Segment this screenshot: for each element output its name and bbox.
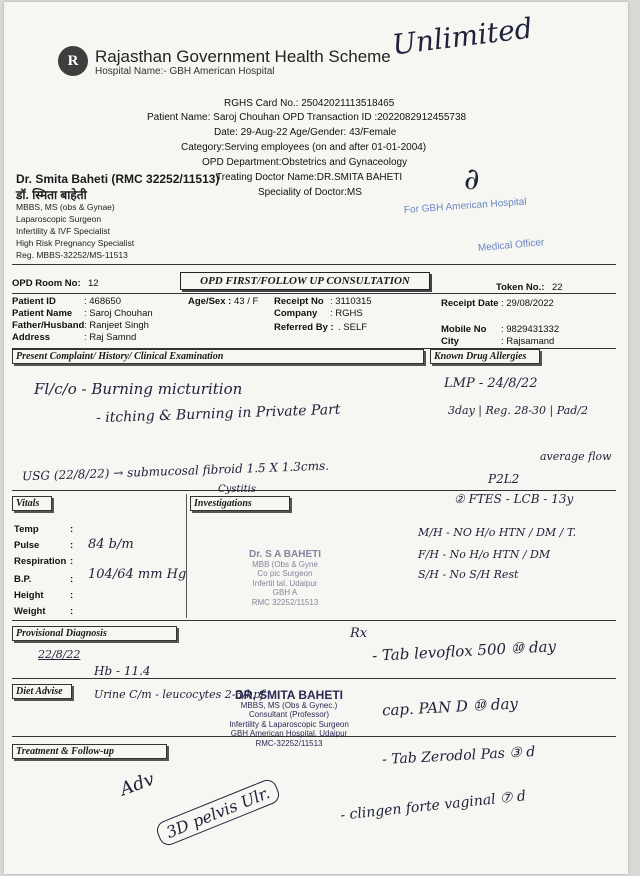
investigations-section-title: Investigations <box>190 496 290 511</box>
handwritten-unlimited: Unlimited <box>390 11 535 62</box>
age-sex-value: 43 / F <box>234 296 259 307</box>
patient-name-value: : Saroj Chouhan <box>84 308 153 319</box>
handwritten-pulse: 84 b/m <box>88 537 134 552</box>
father-husband-label: Father/Husband <box>12 320 85 331</box>
mobile-value: : 9829431332 <box>501 324 560 335</box>
handwritten-medicine: - Tab Zerodol Pas ③ d <box>381 743 536 769</box>
faint-doctor-stamp: Dr. S A BAHETI MBB (Obs & Gyne Co pic Surgeon Infertil tal, Udaipur GBH A RMC 32252/11513 <box>248 549 322 607</box>
qualification-line: MBBS, MS (obs & Gynae) <box>16 202 115 212</box>
date-age-gender: Date: 29-Aug-22 Age/Gender: 43/Female <box>214 127 397 138</box>
father-husband-value: : Ranjeet Singh <box>84 320 149 331</box>
vital-colon: : <box>70 556 74 567</box>
handwritten-cystitis: Cystitis <box>218 484 256 495</box>
complaint-section-title: Present Complaint/ History/ Clinical Examination <box>12 349 424 364</box>
hospital-name: Hospital Name:- GBH American Hospital <box>95 66 275 77</box>
company-label: Company <box>274 308 318 319</box>
handwritten-urine: Urine C/m - leucocytes 2-3/hpf <box>94 688 265 701</box>
handwritten-medicine: cap. PAN D ⑩ day <box>381 694 519 720</box>
handwritten-history: F/H - No H/o HTN / DM <box>418 548 551 561</box>
company-value: : RGHS <box>330 308 363 319</box>
rghs-card-no: RGHS Card No.: 25042021113518465 <box>224 98 395 109</box>
address-label: Address <box>12 332 51 343</box>
handwritten-cycle: average flow <box>540 450 612 463</box>
referred-by-value: . SELF <box>338 322 368 333</box>
handwritten-history: M/H - NO H/o HTN / DM / T. <box>418 526 577 539</box>
receipt-date-label: Receipt Date <box>441 298 499 309</box>
handwritten-complaint: Fl/c/o - Burning micturition <box>34 380 243 398</box>
city-label: City <box>441 336 459 347</box>
vitals-section-title: Vitals <box>12 496 52 511</box>
qualification-line: Infertility & IVF Specialist <box>16 226 111 236</box>
referred-by-label: Referred By : <box>274 322 334 333</box>
vital-label-respiration: Respiration <box>14 556 67 567</box>
doctor-speciality: Speciality of Doctor:MS <box>258 187 362 198</box>
hospital-stamp-line: For GBH American Hospital <box>403 196 527 216</box>
allergies-section-title: Known Drug Allergies <box>430 349 540 364</box>
rghs-logo: R <box>58 46 88 76</box>
qualification-line: High Risk Pregnancy Specialist <box>16 238 135 248</box>
age-sex-label: Age/Sex : <box>188 296 232 307</box>
opd-department: OPD Department:Obstetrics and Gynaceology <box>202 157 408 168</box>
vital-colon: : <box>70 590 74 601</box>
handwritten-diagnosis-date: 22/8/22 <box>38 648 81 661</box>
opd-row-divider <box>12 293 616 294</box>
vital-colon: : <box>70 574 74 585</box>
handwritten-bp: 104/64 mm Hg <box>88 567 187 582</box>
handwritten-hb: Hb - 11.4 <box>94 664 151 678</box>
vital-label-bp: B.P. <box>14 574 32 585</box>
doctor-name-hindi: डॉ. स्मिता बाहेती <box>16 188 87 202</box>
treating-doctor: Treating Doctor Name:DR.SMITA BAHETI <box>216 172 403 183</box>
provisional-diagnosis-title: Provisional Diagnosis <box>12 626 177 641</box>
patient-name-label: Patient Name <box>12 308 73 319</box>
handwritten-usg: USG (22/8/22) → submucosal fibroid 1.5 X 1.3cms. <box>21 458 330 484</box>
consultation-title: OPD FIRST/FOLLOW UP CONSULTATION <box>180 272 430 290</box>
handwritten-rx: Rx <box>350 626 368 641</box>
vital-label-pulse: Pulse <box>14 540 40 551</box>
header-divider <box>12 264 616 265</box>
opd-room-label: OPD Room No: <box>12 278 81 289</box>
scheme-title: Rajasthan Government Health Scheme <box>95 47 391 66</box>
handwritten-lmp: LMP - 24/8/22 <box>444 376 538 391</box>
handwritten-cycle: 3day | Reg. 28-30 | Pad/2 <box>448 404 588 417</box>
vitals-divider <box>12 490 616 491</box>
diet-advise-title: Diet Advise <box>12 684 72 699</box>
patient-transaction-line: Patient Name: Saroj Chouhan OPD Transaction ID :2022082912455738 <box>147 112 467 123</box>
patient-id-label: Patient ID <box>12 296 56 307</box>
vitals-column-divider <box>186 494 187 618</box>
diet-divider <box>12 678 616 679</box>
vital-colon: : <box>70 524 74 535</box>
opd-room-value: 12 <box>88 278 99 289</box>
opd-prescription-sheet <box>4 2 628 874</box>
vital-colon: : <box>70 540 74 551</box>
address-value: : Raj Samnd <box>84 332 137 343</box>
handwritten-obstetric: ② FTES - LCB - 13y <box>454 492 574 506</box>
vital-label-weight: Weight <box>14 606 46 617</box>
doctor-seal: DR. SMITA BAHETI MBBS, MS (Obs & Gynec.) Consultant (Professor) Infertility & Laparoscopic Surgeon GBH American Hospital, Udaipur RMC-32252/11513 <box>229 688 349 748</box>
treatment-followup-title: Treatment & Follow-up <box>12 744 167 759</box>
hospital-stamp-line: Medical Officer <box>477 237 545 254</box>
qualification-line: Reg. MBBS-32252/MS-11513 <box>16 250 128 260</box>
handwritten-medicine: - clingen forte vaginal ⑦ d <box>339 788 527 824</box>
handwritten-signature: ∂ <box>464 162 480 197</box>
vital-label-temp: Temp <box>14 524 39 535</box>
city-value: : Rajsamand <box>501 336 555 347</box>
vital-colon: : <box>70 606 74 617</box>
handwritten-history: S/H - No S/H Rest <box>418 568 519 581</box>
receipt-date-value: : 29/08/2022 <box>501 298 554 309</box>
token-value: 22 <box>552 282 563 293</box>
doctor-name: Dr. Smita Baheti (RMC 32252/11513) <box>16 172 220 186</box>
receipt-no-value: : 3110315 <box>330 296 372 307</box>
diagnosis-divider <box>12 620 616 621</box>
token-label: Token No.: <box>496 282 545 293</box>
handwritten-advice: Adv <box>117 768 158 801</box>
receipt-no-label: Receipt No <box>274 296 324 307</box>
vital-label-height: Height <box>14 590 44 601</box>
mobile-label: Mobile No <box>441 324 487 335</box>
handwritten-medicine: - Tab levoflox 500 ⑩ day <box>371 637 557 665</box>
qualification-line: Laparoscopic Surgeon <box>16 214 102 224</box>
handwritten-obstetric: P2L2 <box>488 472 520 486</box>
handwritten-pelvis-scan: 3D pelvis Ulr. <box>154 777 282 848</box>
category-line: Category:Serving employees (on and after 01-01-2004) <box>181 142 427 153</box>
handwritten-complaint: - itching & Burning in Private Part <box>95 401 341 427</box>
patient-id-value: : 468650 <box>84 296 121 307</box>
